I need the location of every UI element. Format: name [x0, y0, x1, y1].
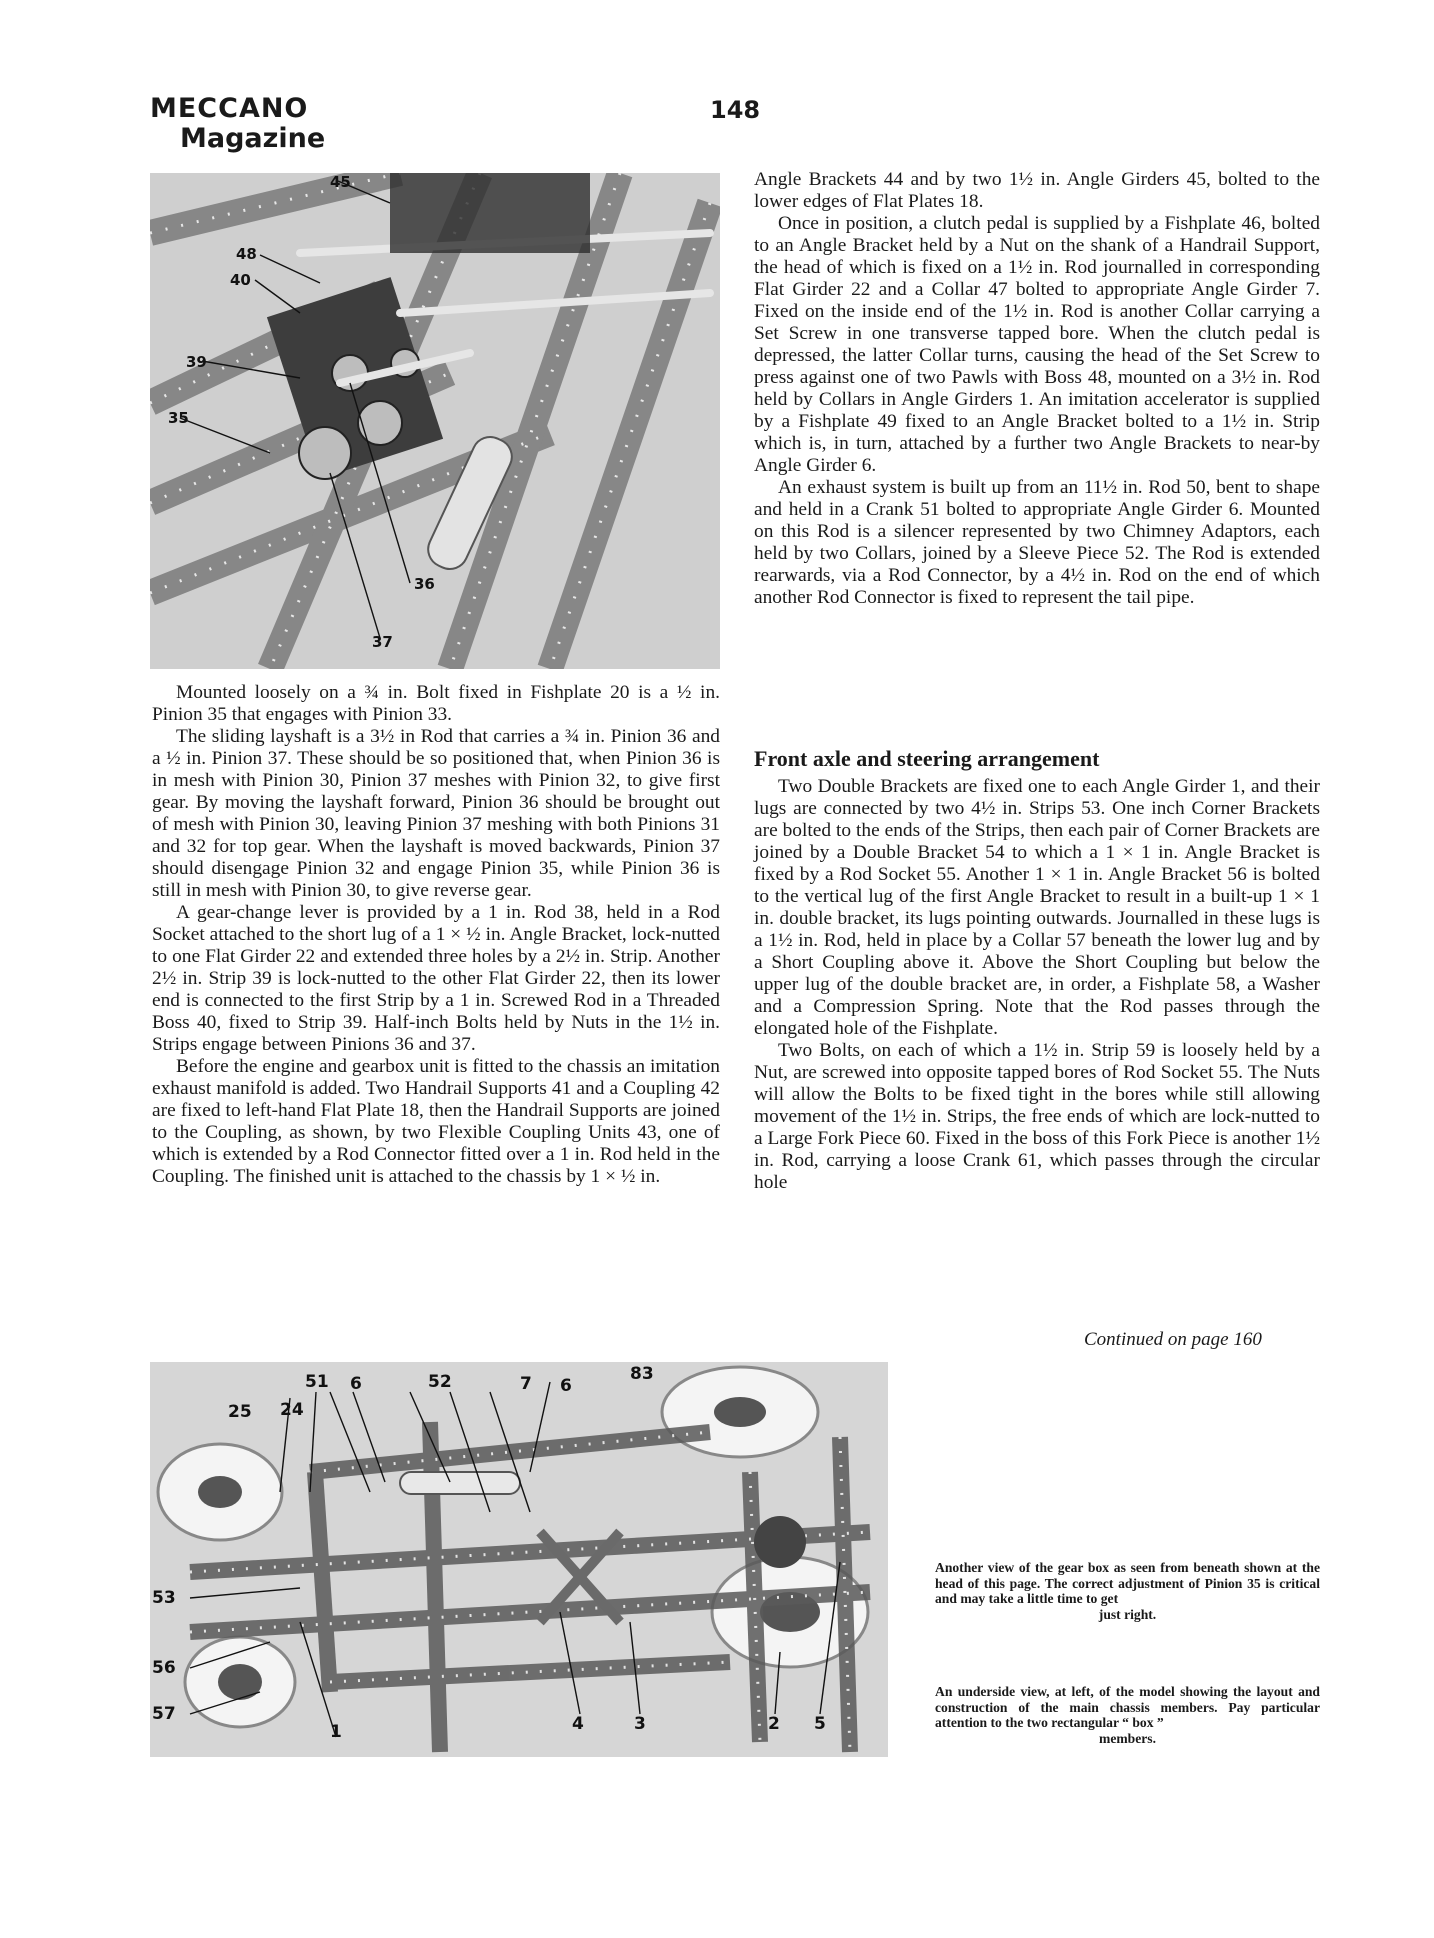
paragraph: An exhaust system is built up from an 11½ in. Rod 50, bent to shape and held in a Crank 51 bolted to appropriate Angle Girder 6. Mounted on this Rod is a silencer represented by two Chimney Adaptors, each held by two Collars, joined by a Sleeve Piece 52. The Rod is extended rearwards, via a Rod Connector, by a 4½ in. Rod on the end of which another Rod Connector is fixed to represent the tail pipe.: [754, 477, 1320, 608]
callout-2: 2: [768, 1714, 780, 1734]
callout-35: 35: [168, 409, 189, 427]
right-column-bottom: [754, 776, 1320, 1194]
callout-3: 3: [634, 1714, 646, 1734]
right-column-top: [754, 169, 1320, 609]
gearbox-caption: [935, 1560, 1320, 1622]
callout-56: 56: [152, 1658, 176, 1678]
callout-1: 1: [330, 1722, 342, 1742]
callout-45: 45: [330, 173, 351, 191]
callout-52: 52: [428, 1372, 452, 1392]
paragraph: Once in position, a clutch pedal is supplied by a Fishplate 46, bolted to an Angle Bracket held by a Nut on the shank of a Handrail Support, the head of which is fixed on a 1½ in. Rod journalled in corresponding Flat Girder 22 and a Collar 47 bolted to appropriate Angle Girder 7. Fixed on the inside end of the 1½ in. Rod is another Collar carrying a Set Screw in one transverse tapped bore. When the clutch pedal is depressed, the latter Collar turns, causing the head of the Set Screw to press against one of two Pawls with Boss 48, mounted on a 3½ in. Rod held by Collars in Angle Girders 1. An imitation accelerator is supplied by a Fishplate 49 fixed to an Angle Bracket bolted to a 1½ in. Strip which is, in turn, attached by a further two Angle Brackets to near-by Angle Girder 6.: [754, 213, 1320, 476]
callout-37: 37: [372, 633, 393, 651]
callout-40: 40: [230, 271, 251, 289]
callout-5: 5: [814, 1714, 826, 1734]
paragraph: Two Bolts, on each of which a 1½ in. Strip 59 is loosely held by a Nut, are screwed into opposite tapped bores of Rod Socket 55. The Nuts will allow the Bolts to be fixed tight in the bores while still allowing movement of the 1½ in. Strips, the free ends of which are lock-nutted to a Large Fork Piece 60. Fixed in the boss of this Fork Piece is another 1½ in. Rod, carrying a loose Crank 61, which passes through the circular hole: [754, 1040, 1320, 1193]
caption-text: An underside view, at left, of the model showing the layout and construction of the main chassis members. Pay particular attention to the two rectangular “ box ”: [935, 1684, 1320, 1730]
paragraph: The sliding layshaft is a 3½ in Rod that carries a ¾ in. Pinion 36 and a ½ in. Pinion 37. These should be so positioned that, when Pinion 36 is in mesh with Pinion 30, Pinion 37 meshes with Pinion 32, to give first gear. By moving the layshaft forward, Pinion 36 should be brought out of mesh with Pinion 30, leaving Pinion 37 meshing with both Pinions 31 and 32 for top gear. When the layshaft is moved backwards, Pinion 37 should disengage Pinion 32 and engage Pinion 35, while Pinion 36 is still in mesh with Pinion 30, to give reverse gear.: [152, 726, 720, 901]
callout-6b: 6: [560, 1376, 572, 1396]
callout-25: 25: [228, 1402, 252, 1422]
callout-6a: 6: [350, 1374, 362, 1394]
underside-caption: [935, 1684, 1320, 1746]
left-column: [152, 682, 720, 1188]
masthead-line1: MECCANO: [150, 93, 309, 124]
masthead-line2: Magazine: [180, 123, 326, 154]
caption-text: Another view of the gear box as seen from beneath shown at the head of this page. The correct adjustment of Pinion 35 is critical and may take a little time to get: [935, 1560, 1320, 1606]
gearbox-photo: [150, 173, 720, 669]
paragraph: Mounted loosely on a ¾ in. Bolt fixed in Fishplate 20 is a ½ in. Pinion 35 that engages with Pinion 33.: [152, 682, 720, 725]
callout-83: 83: [630, 1364, 654, 1384]
callout-24: 24: [280, 1400, 304, 1420]
paragraph: A gear-change lever is provided by a 1 in. Rod 38, held in a Rod Socket attached to the short lug of a 1 × ½ in. Angle Bracket, lock-nutted to one Flat Girder 22 and extended three holes by a 2½ in. Strip. Another 2½ in. Strip 39 is lock-nutted to the other Flat Girder 22, then its lower end is connected to the first Strip by a 1 in. Screwed Rod in a Threaded Boss 40, fixed to Strip 39. Half-inch Bolts held by Nuts in the 1½ in. Strips engage between Pinions 36 and 37.: [152, 902, 720, 1055]
chassis-photo-art: [150, 1362, 888, 1757]
page-number: 148: [710, 96, 761, 124]
callout-4: 4: [572, 1714, 584, 1734]
magazine-masthead: [150, 94, 325, 154]
callout-53: 53: [152, 1588, 176, 1608]
paragraph: Before the engine and gearbox unit is fitted to the chassis an imitation exhaust manifold is added. Two Handrail Supports 41 and a Coupling 42 are fixed to left-hand Flat Plate 18, then the Handrail Supports are joined to the Coupling, as shown, by two Flexible Coupling Units 43, one of which is extended by a Rod Connector fitted over a 1 in. Rod held in the Coupling. The finished unit is attached to the chassis by 1 × ½ in.: [152, 1056, 720, 1187]
callout-36: 36: [414, 575, 435, 593]
chassis-underside-photo: [150, 1362, 888, 1757]
paragraph: Angle Brackets 44 and by two 1½ in. Angle Girders 45, bolted to the lower edges of Flat Plates 18.: [754, 169, 1320, 212]
section-heading: Front axle and steering arrangement: [754, 746, 1100, 771]
caption-text-end: just right.: [1098, 1606, 1157, 1622]
callout-7: 7: [520, 1374, 532, 1394]
callout-48: 48: [236, 245, 257, 263]
callout-57: 57: [152, 1704, 176, 1724]
caption-text-end: members.: [1099, 1730, 1156, 1746]
paragraph: Two Double Brackets are fixed one to each Angle Girder 1, and their lugs are connected by two 4½ in. Strips 53. One inch Corner Brackets are bolted to the ends of the Strips, then each pair of Corner Brackets are joined by a Double Bracket 54 to which a 1 × 1 in. Angle Bracket is fixed by a Rod Socket 55. Another 1 × 1 in. Angle Bracket 56 is bolted to the vertical lug of the first Angle Bracket to result in a built-up 1 × 1 in. double bracket, its lugs pointing outwards. Journalled in these lugs is a 1½ in. Rod, held in place by a Collar 57 beneath the lower lug and by a Short Coupling above it. Above the Short Coupling but below the upper lug of the double bracket are, in order, a Fishplate 58, a Washer and a Compression Spring. Note that the Rod passes through the elongated hole of the Fishplate.: [754, 776, 1320, 1039]
continued-note: Continued on page 160: [1084, 1329, 1262, 1350]
callout-51: 51: [305, 1372, 329, 1392]
callout-39: 39: [186, 353, 207, 371]
